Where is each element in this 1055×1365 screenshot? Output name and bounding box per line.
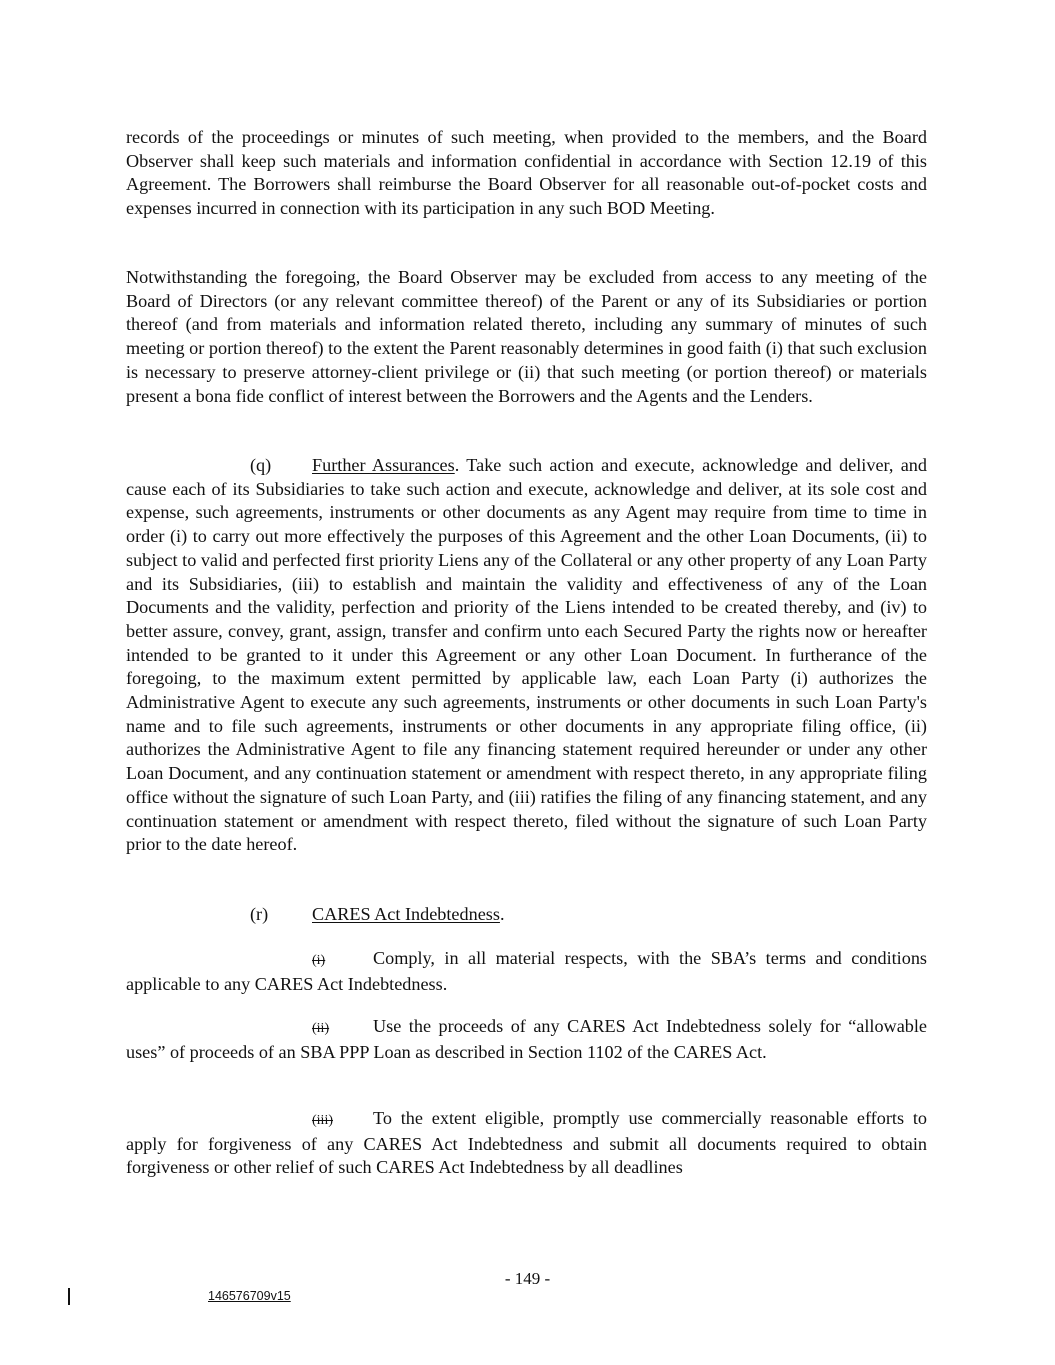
section-q-heading: Further Assurances	[312, 455, 455, 475]
section-r-item-i	[126, 947, 927, 996]
change-bar	[68, 1288, 70, 1305]
section-r-heading: CARES Act Indebtedness	[312, 904, 500, 924]
section-r-label: (r)	[250, 904, 269, 924]
section-q-text: . Take such action and execute, acknowledge and deliver, and cause each of its Subsidiaries to take such action and execute, acknowledge and deliver, at its sole cost and expense, such agreements, instruments or other documents as any Agent may require from time to time in order (i) to carry out more effectively the purposes of this Agreement and the other Loan Documents, (ii) to subject to valid and perfected first priority Liens any of the Collateral or any other property of any Loan Party and its Subsidiaries, (iii) to establish and maintain the validity and effectiveness of any of the Loan Documents and the validity, perfection and priority of the Liens intended to be created thereby, and (iv) to better assure, convey, grant, assign, transfer and confirm unto each Secured Party the rights now or hereafter intended to be granted to it under this Agreement or any other Loan Document. In furtherance of the foregoing, to the maximum extent permitted by applicable law, each Loan Party (i) authorizes the Administrative Agent to execute any such agreements, instruments or other documents in such Loan Party's name and to file such agreements, instruments or other documents in any appropriate filing office, (ii) authorizes the Administrative Agent to file any financing statement required hereunder or under any other Loan Document, and any continuation statement or amendment with respect thereto, in any appropriate filing office without the signature of such Loan Party, and (iii) ratifies the filing of any financing statement, and any continuation statement or amendment with respect thereto, filed without the signature of such Loan Party prior to the date hereof.	[126, 455, 927, 855]
section-q-further-assurances	[126, 454, 927, 857]
page-number: - 149 -	[504, 1269, 551, 1288]
section-r-heading-line	[126, 903, 927, 927]
item-iii-text: To the extent eligible, promptly use commercially reasonable efforts to apply for forgiveness of any CARES Act Indebtedness and submit all documents required to obtain forgiveness or other relief of such CARES Act Indebtedness by all deadlines	[126, 1108, 927, 1178]
item-ii-text: Use the proceeds of any CARES Act Indebtedness solely for “allowable uses” of proceeds of an SBA PPP Loan as described in Section 1102 of the CARES Act.	[126, 1016, 927, 1062]
item-iii-label: (iii)	[312, 1113, 333, 1128]
document-id: 146576709v15	[208, 1289, 291, 1303]
item-i-text: Comply, in all material respects, with the SBA’s terms and conditions applicable to any CARES Act Indebtedness.	[126, 948, 927, 994]
section-r-heading-suffix: .	[499, 904, 505, 924]
paragraph-board-observer-materials: records of the proceedings or minutes of such meeting, when provided to the members, and the Board Observer shall keep such materials and information confidential in accordance with Section 12.19 of this Agreement. The Borrowers shall reimburse the Board Observer for all reasonable out-of-pocket costs and expenses incurred in connection with its participation in any such BOD Meeting.	[126, 127, 927, 219]
section-r-item-ii	[126, 1015, 927, 1064]
paragraph-board-observer-exclusion: Notwithstanding the foregoing, the Board Observer may be excluded from access to any meeting of the Board of Directors (or any relevant committee thereof) of the Parent or any of its Subsidiaries or portion thereof (and from materials and information related thereto, including any summary of minutes of such meeting or portion thereof) to the extent the Parent reasonably determines in good faith (i) that such exclusion is necessary to preserve attorney-client privilege or (ii) that such meeting (or portion thereof) or materials present a bona fide conflict of interest between the Borrowers and the Agents and the Lenders.	[126, 267, 927, 406]
item-i-label: (i)	[312, 953, 326, 968]
section-q-label: (q)	[250, 455, 272, 475]
section-r-item-iii	[126, 1107, 927, 1180]
item-ii-label: (ii)	[312, 1021, 330, 1036]
